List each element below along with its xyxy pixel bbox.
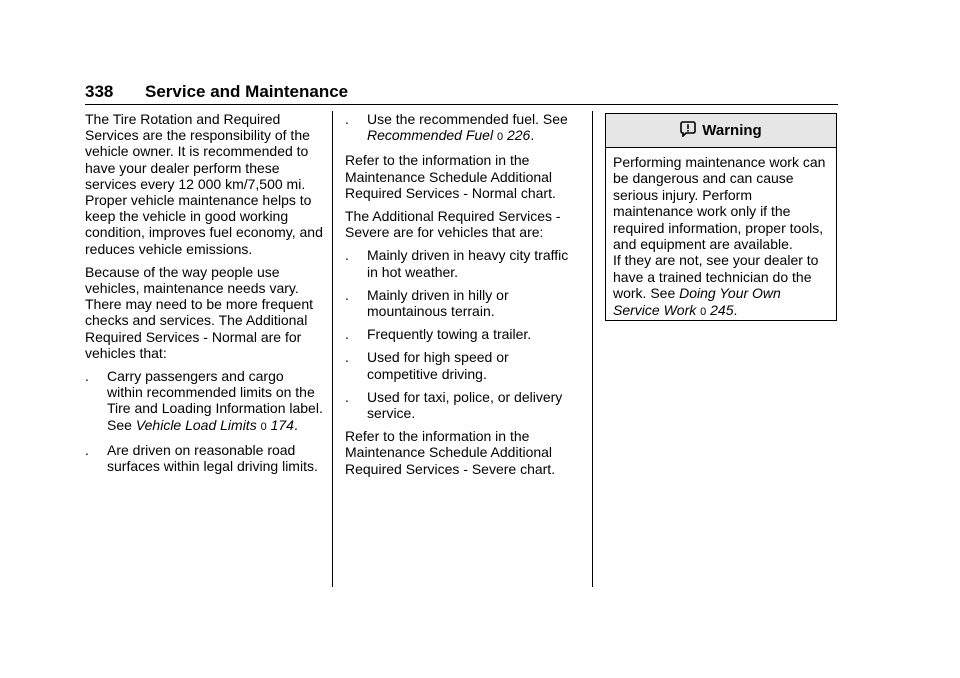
bullet-dot: . (85, 368, 89, 385)
cross-reference-link[interactable]: Vehicle Load Limits 0 174 (135, 416, 294, 433)
usage-paragraph: Because of the way people use vehicles, maintenance needs vary. There may need to be more frequent checks and services. The Additional Required Services - Normal are for vehicles that: (85, 263, 314, 361)
warning-box (605, 113, 837, 321)
warning-body (606, 148, 836, 320)
list-item: . Frequently towing a trailer. (345, 326, 532, 343)
intro-paragraph: The Tire Rotation and Required Services are the responsibility of the vehicle owner. It is recommended to have your dealer perform these services every 12 000 km/7,500 mi. Proper vehicle maintenance helps to keep the vehicle in good working condition, improves fuel economy, and reduces vehicle emissions. (85, 111, 323, 257)
list-item: . Use the recommended fuel. See Recommended Fuel 0 226. (345, 111, 568, 144)
list-item: . Carry passengers and cargo within recommended limits on the Tire and Loading Information label. See Vehicle Load Limits 0 174. (85, 368, 323, 433)
list-item: . Mainly driven in hilly or mountainous terrain. (345, 286, 509, 320)
warning-text: If they are not, see your dealer to have a trained technician do the work. See Doing Your Own Service Work 0 245. (613, 252, 819, 318)
page-arrow-icon: 0 (260, 420, 267, 433)
normal-chart-paragraph: Refer to the information in the Maintenance Schedule Additional Required Services - Normal chart. (345, 152, 556, 201)
page-arrow-icon: 0 (700, 305, 707, 318)
bullet-dot: . (345, 349, 349, 366)
column-divider (592, 111, 593, 587)
warning-icon (680, 121, 696, 141)
bullet-dot: . (345, 388, 349, 405)
cross-reference-link[interactable]: Recommended Fuel 0 226 (367, 127, 531, 144)
list-item: . Used for high speed or competitive driving. (345, 349, 509, 382)
bullet-dot: . (85, 441, 89, 458)
page-arrow-icon: 0 (496, 131, 504, 144)
section-title: Service and Maintenance (145, 82, 349, 101)
warning-title: Warning (702, 122, 762, 139)
column-2 (345, 111, 583, 484)
warning-text: Performing maintenance work can be dangerous and can cause serious injury. Perform maintenance work only if the required information, proper tools, and equipment are available. (613, 154, 826, 253)
list-item: . Are driven on reasonable road surfaces within legal driving limits. (85, 441, 318, 475)
severe-intro-paragraph: The Additional Required Services - Severe are for vehicles that are: (345, 208, 561, 241)
page-number: 338 (85, 82, 114, 101)
page-header (85, 84, 838, 105)
warning-header (606, 114, 836, 148)
list-item: . Mainly driven in heavy city traffic in hot weather. (345, 247, 569, 280)
bullet-dot: . (345, 247, 349, 264)
bullet-dot: . (345, 286, 349, 303)
cross-reference-link[interactable]: Doing Your Own Service Work 0 245 (613, 285, 781, 318)
bullet-dot: . (345, 326, 349, 343)
list-item: . Used for taxi, police, or delivery service. (345, 388, 563, 422)
column-1 (85, 111, 323, 481)
bullet-dot: . (345, 111, 349, 127)
column-divider (332, 111, 333, 587)
severe-chart-paragraph: Refer to the information in the Maintenance Schedule Additional Required Services - Severe chart. (345, 428, 556, 477)
